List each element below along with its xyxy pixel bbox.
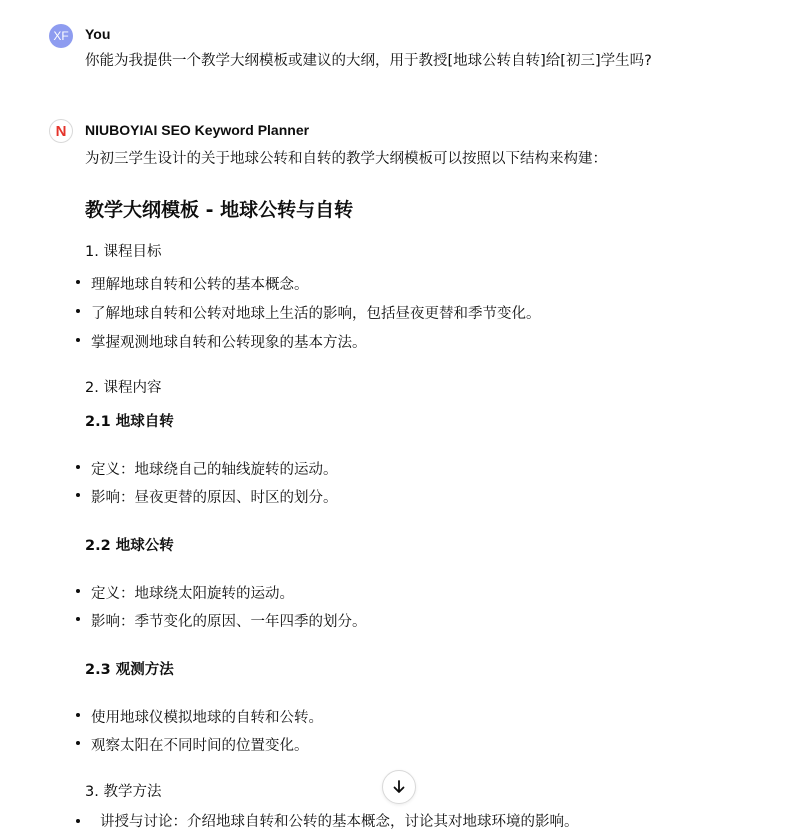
list-item: 了解地球自转和公转对地球上生活的影响，包括昼夜更替和季节变化。 (76, 302, 541, 323)
section-heading: 2. 课程内容 (85, 380, 162, 396)
user-avatar (49, 24, 73, 48)
list-item: 理解地球自转和公转的基本概念。 (76, 273, 309, 294)
list-item: 观察太阳在不同时间的位置变化。 (76, 734, 309, 755)
list-item: 使用地球仪模拟地球的自转和公转。 (76, 706, 323, 727)
bot-intro-text: 为初三学生设计的关于地球公转和自转的教学大纲模板可以按照以下结构来构建： (85, 151, 607, 167)
section-heading: 1. 课程目标 (85, 244, 162, 260)
outline-title: 教学大纲模板 - 地球公转与自转 (85, 199, 354, 221)
section-heading: 3. 教学方法 (85, 784, 162, 800)
subsection-heading: 2.1 地球自转 (85, 414, 174, 430)
user-author-name: You (85, 26, 111, 42)
list-item: 影响：季节变化的原因、一年四季的划分。 (76, 610, 367, 631)
list-item: 定义：地球绕自己的轴线旋转的运动。 (76, 458, 338, 479)
bot-author-name: NIUBOYIAI SEO Keyword Planner (85, 122, 310, 138)
user-message-text: 你能为我提供一个教学大纲模板或建议的大纲，用于教授[地球公转自转]给[初三]学生吗? (85, 53, 652, 69)
bot-avatar (49, 119, 73, 143)
subsection-heading: 2.2 地球公转 (85, 538, 174, 554)
list-item: 掌握观测地球自转和公转现象的基本方法。 (76, 331, 367, 352)
list-item: 定义：地球绕太阳旋转的运动。 (76, 582, 294, 603)
subsection-heading: 2.3 观测方法 (85, 662, 174, 678)
user-avatar-initials: XF (53, 29, 69, 43)
n-logo-icon: N (55, 122, 67, 140)
list-item: 讲授与讨论：介绍地球自转和公转的基本概念，讨论其对地球环境的影响。 (85, 810, 579, 831)
list-item: 影响：昼夜更替的原因、时区的划分。 (76, 486, 338, 507)
arrow-down-icon (391, 779, 407, 795)
scroll-to-bottom-button[interactable] (382, 770, 416, 804)
